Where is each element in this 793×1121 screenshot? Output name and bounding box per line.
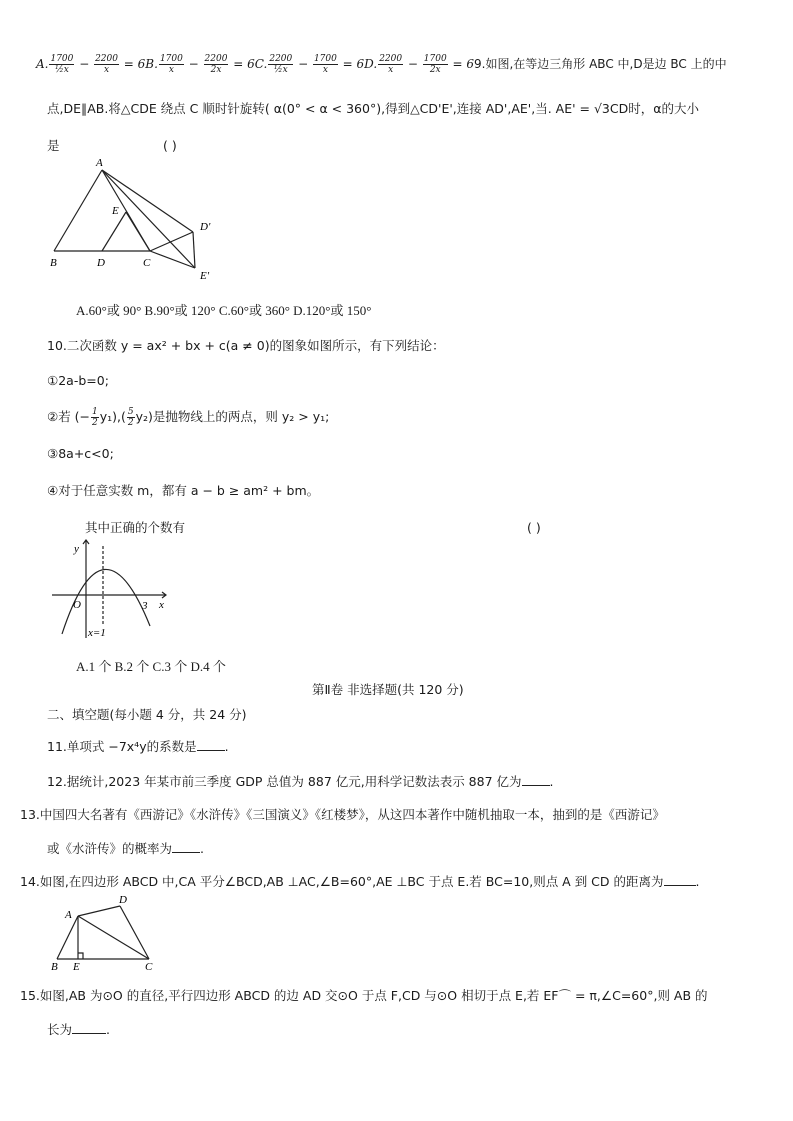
q10-paren: ( ) <box>527 520 541 535</box>
opt-a-label: A. <box>36 57 49 71</box>
q14: 14.如图,在四边形 ABCD 中,CA 平分∠BCD,AB ⊥AC,∠B=60°,AE ⊥BC 于点 E.若 BC=10,则点 A 到 CD 的距离为 . <box>20 874 700 889</box>
q9-start: 9.如图,在等边三角形 ABC 中,D是边 BC 上的中 <box>474 57 727 71</box>
fraction: $\frac{1700}{2x}$ <box>423 54 447 75</box>
q10-ask: 其中正确的个数有 <box>85 520 186 535</box>
label-e-prime: E' <box>200 270 210 282</box>
fraction: $\frac{2200}{x}$ <box>95 54 118 75</box>
opt-b-label: 6B. <box>137 57 158 71</box>
q13-line2: 或《水浒传》的概率为 . <box>47 841 204 856</box>
q9-choices: A.60°或 90° B.90°或 120° C.60°或 360° D.120°或 150° <box>76 303 372 318</box>
label-d: D <box>119 894 127 906</box>
origin-o: O <box>73 599 81 611</box>
q9-triangle-figure <box>40 154 240 289</box>
label-b: B <box>50 257 57 269</box>
fraction: $\frac{2200}{x}$ <box>379 54 403 75</box>
fraction: $\frac{1700}{\text{½x}}$ <box>50 54 74 75</box>
q15-line2: 长为 . <box>47 1022 110 1037</box>
opt-d-label: 6D. <box>356 57 378 71</box>
q13-line1: 13.中国四大名著有《西游记》《水浒传》《三国演义》《红楼梦》，从这四本著作中随机抽取一本，抽到的是《西游记》 <box>20 807 665 822</box>
fraction: $\frac{1700}{x}$ <box>313 54 337 75</box>
label-a: A <box>96 157 103 169</box>
q15-line1: 15.如图,AB 为⊙O 的直径,平行四边形 ABCD 的边 AD 交⊙O 于点 F,CD 与⊙O 相切于点 E,若 EF⌒ = π,∠C=60°,则 AB 的 <box>20 988 708 1003</box>
fill-section-title: 二、填空题(每小题 4 分，共 24 分) <box>47 707 247 722</box>
fraction: $\frac{2200}{2x}$ <box>204 54 228 75</box>
q10-stem: 10.二次函数 y = ax² + bx + c(a ≠ 0)的图象如图所示，有下列结论： <box>47 338 445 353</box>
label-d-prime: D' <box>200 221 211 233</box>
fraction: $\frac{1700}{x}$ <box>159 54 183 75</box>
axis-of-symmetry: x=1 <box>88 627 106 639</box>
q11: 11.单项式 −7x⁴y的系数是 . <box>47 739 229 754</box>
part2-title: 第Ⅱ卷 非选择题(共 120 分) <box>312 682 464 697</box>
axis-x: x <box>159 599 164 611</box>
label-e: E <box>73 961 80 973</box>
q10-parabola-graph <box>48 534 178 642</box>
q9-line2: 点,DE∥AB.将△CDE 绕点 C 顺时针旋转( α(0° < α < 360°),得到△CD'E',连接 AD',AE',当. AE' = √3CD时，α的大小 <box>47 101 699 116</box>
q10-c3: ③8a+c<0; <box>47 446 114 461</box>
label-b: B <box>51 961 58 973</box>
fraction: $\frac{2200}{\text{½x}}$ <box>269 54 293 75</box>
label-a: A <box>65 909 72 921</box>
q9-paren: ( ) <box>163 138 177 153</box>
q10-c1: ①2a-b=0; <box>47 373 109 388</box>
q12: 12.据统计,2023 年某市前三季度 GDP 总值为 887 亿元,用科学记数法表示 887 亿为 . <box>47 774 554 789</box>
tick-3: 3 <box>142 600 148 612</box>
q10-c4: ④对于任意实数 m，都有 a − b ≥ am² + bm。 <box>47 483 320 498</box>
q9-line3: 是 <box>47 138 60 153</box>
label-c: C <box>143 257 151 269</box>
label-c: C <box>145 961 153 973</box>
q10-c2: ②若 (− $\frac{1}{2}$ y₁),( $\frac{5}{2}$ y₂)是抛物线上的两点，则 y₂ > y₁; <box>47 407 330 428</box>
axis-y: y <box>74 543 79 555</box>
label-d: D <box>97 257 105 269</box>
q9-options-line: A. $\frac{1700}{\text{½x}}$ − $\frac{2200}{x}$ = 6B. $\frac{1700}{x}$ − $\frac{2200}{2x}$ = 6C. $\frac{2200}{\text{½x}}$ − $\frac{1700}{x}$ = 6D. $\frac{2200}{x}$ − $\frac{1700}{2x}$ = 69.如图,在等边三角形 ABC 中,D是边 BC 上的中 <box>36 54 727 75</box>
q10-choices: A.1 个 B.2 个 C.3 个 D.4 个 <box>76 659 226 674</box>
q14-quadrilateral-figure <box>45 890 175 974</box>
label-e: E <box>112 205 119 217</box>
opt-c-label: 6C. <box>247 57 268 71</box>
